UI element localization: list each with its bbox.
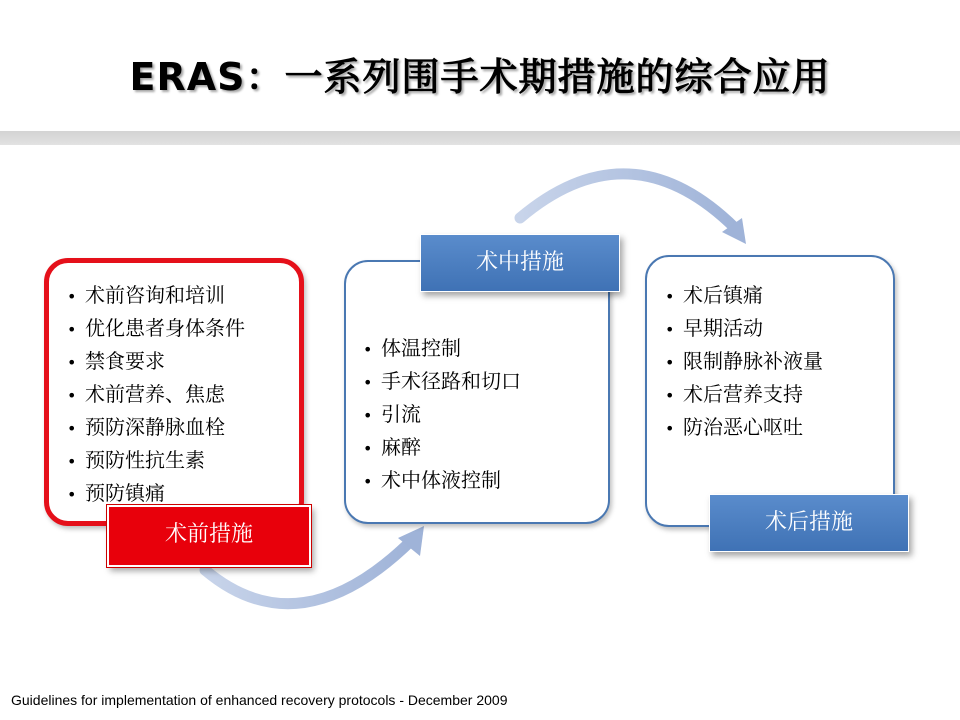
preop-list-item: [67, 345, 245, 378]
preop-list-item: [67, 312, 245, 345]
bullet: •: [363, 472, 373, 491]
postop-item-text: 早期活动: [683, 316, 763, 340]
intraop-item-text: 手术径路和切口: [381, 369, 521, 393]
bullet: •: [363, 406, 373, 425]
postop-list-item: [665, 345, 823, 378]
intraop-list-item: [363, 431, 521, 464]
postop-list-item: [665, 411, 823, 444]
intraop-list: [363, 332, 521, 497]
bullet: •: [665, 287, 675, 306]
intraop-item-text: 麻醉: [381, 435, 421, 459]
preop-list-item: [67, 444, 245, 477]
bullet: •: [665, 353, 675, 372]
bullet: •: [363, 340, 373, 359]
bullet: •: [665, 320, 675, 339]
preop-item-text: 预防深静脉血栓: [85, 415, 225, 439]
intraop-list-item: [363, 332, 521, 365]
postop-label: 术后措施: [709, 494, 909, 552]
preop-item-text: 禁食要求: [85, 349, 165, 373]
postop-item-text: 术后营养支持: [683, 382, 803, 406]
intraop-item-text: 引流: [381, 402, 421, 426]
bullet: •: [67, 287, 77, 306]
preop-item-text: 术前咨询和培训: [85, 283, 225, 307]
intraop-list-item: [363, 398, 521, 431]
postop-item-text: 限制静脉补液量: [683, 349, 823, 373]
postop-item-text: 术后镇痛: [683, 283, 763, 307]
preop-item-text: 预防镇痛: [85, 481, 165, 505]
bullet: •: [67, 353, 77, 372]
arrow-intra-to-post: [520, 174, 735, 228]
postop-list-item: [665, 312, 823, 345]
postop-item-text: 防治恶心呕吐: [683, 415, 803, 439]
postop-panel: [645, 255, 895, 527]
bullet: •: [67, 485, 77, 504]
intraop-label: 术中措施: [420, 234, 620, 292]
bullet: •: [665, 419, 675, 438]
bullet: •: [665, 386, 675, 405]
preop-list-item: [67, 411, 245, 444]
preop-list-item: [67, 378, 245, 411]
bullet: •: [67, 320, 77, 339]
intraop-item-text: 术中体液控制: [381, 468, 501, 492]
bullet: •: [67, 419, 77, 438]
intraop-item-text: 体温控制: [381, 336, 461, 360]
preop-item-text: 预防性抗生素: [85, 448, 205, 472]
bullet: •: [363, 439, 373, 458]
bullet: •: [67, 452, 77, 471]
intraop-list-item: [363, 365, 521, 398]
preop-list-item: [67, 279, 245, 312]
citation-footer: Guidelines for implementation of enhanced recovery protocols - December 2009: [11, 692, 508, 708]
bullet: •: [67, 386, 77, 405]
postop-list-item: [665, 378, 823, 411]
postop-list-item: [665, 279, 823, 312]
bullet: •: [363, 373, 373, 392]
preop-label: 术前措施: [107, 505, 311, 567]
preop-list: [67, 279, 245, 510]
preop-item-text: 术前营养、焦虑: [85, 382, 225, 406]
preop-panel: [44, 258, 304, 526]
page-title: ERAS：一系列围手术期措施的综合应用: [129, 55, 831, 99]
preop-item-text: 优化患者身体条件: [85, 316, 245, 340]
postop-list: [665, 279, 823, 444]
intraop-list-item: [363, 464, 521, 497]
intraop-panel: [344, 260, 610, 524]
